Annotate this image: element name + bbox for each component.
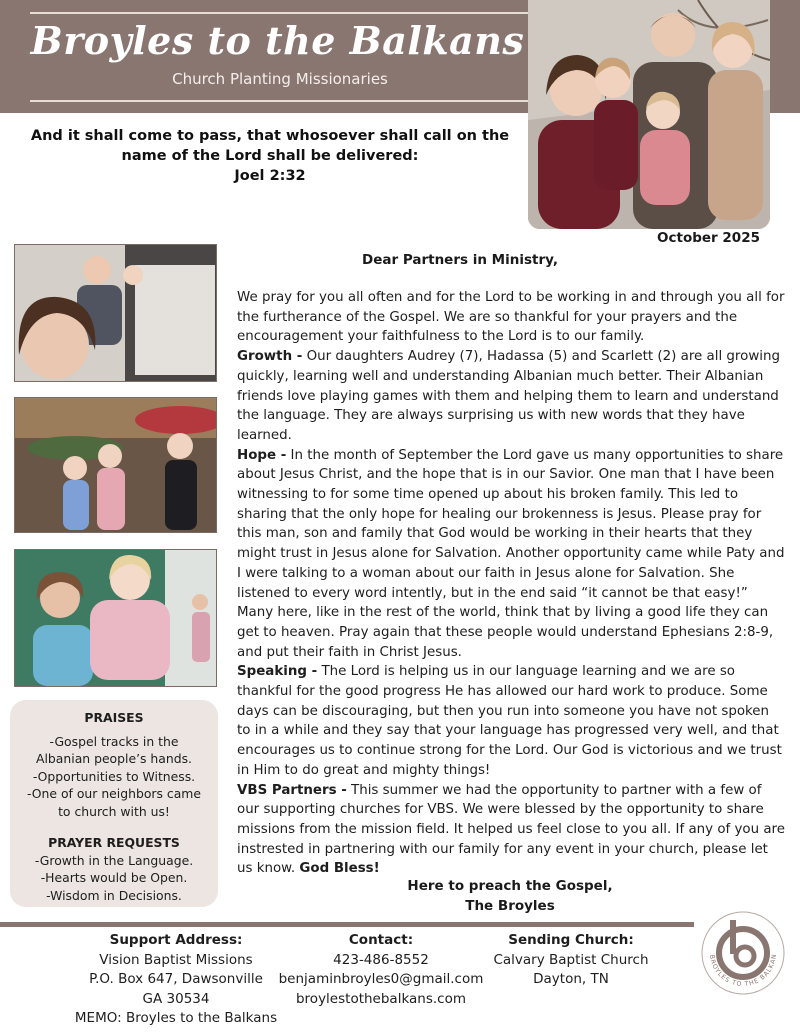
page-subtitle: Church Planting Missionaries <box>172 70 388 88</box>
page-title: Broyles to the Balkans <box>30 18 525 63</box>
support-line: GA 30534 <box>142 990 210 1007</box>
vbs-paragraph <box>237 781 785 880</box>
mother-daughter-photo <box>14 549 217 687</box>
support-address <box>70 931 282 1029</box>
sending-heading: Sending Church: <box>508 932 634 948</box>
growth-paragraph <box>237 347 785 446</box>
section-heading: VBS Partners - <box>237 782 347 798</box>
letter-date: October 2025 <box>657 230 760 246</box>
letter-body <box>237 288 785 879</box>
support-line: Vision Baptist Missions <box>99 951 253 968</box>
praise-item: -Gospel tracks in the Albanian people’s hands. <box>36 733 192 766</box>
letter-greeting: Dear Partners in Ministry, <box>361 252 558 268</box>
contact-website[interactable]: broylestothebalkans.com <box>295 990 467 1007</box>
section-heading: Speaking - <box>237 664 318 680</box>
support-line: MEMO: Broyles to the Balkans <box>74 1010 278 1026</box>
office-photo-illustration <box>15 245 216 381</box>
section-text: In the month of September the Lord gave us many opportunities to share about Jesus Christ, and the hope that is in our Savior. One man that I have been witnessing to for some time opened up about his broken family. This led to sharing that the only hope for healing our brokenness is Jesus. Please pray for this man, son and family that God would be working in their hearts that they might trust in Jesus alone for Salvation. Another opportunity came while Paty and I were talking to a woman about our faith in Jesus alone for Salvation. She listened to every word intently, but in the end said “it cannot be that easy!” Many here, like in the rest of the world, think that by living a good life they can get to heaven. Pray again that these people would understand Ephesians 2:8-9, and put their faith in Christ Jesus. <box>237 447 785 660</box>
praises-heading: PRAISES <box>84 710 144 725</box>
hope-paragraph <box>237 446 785 663</box>
contact-email[interactable]: benjaminbroyles0@gmail.com <box>278 971 484 987</box>
praise-item: -Opportunities to Witness. <box>32 768 196 784</box>
family-photo-illustration <box>528 0 770 229</box>
sending-line: Dayton, TN <box>533 971 609 987</box>
praises-prayer-panel <box>10 700 218 907</box>
scripture-verse <box>30 126 510 186</box>
section-text: Our daughters Audrey (7), Hadassa (5) and Scarlett (2) are all growing quickly, learning well and understanding Albanian much better. Their Albanian friends love playing games with them and helping them to learn and understand the language. They are always surprising us with new words that they have learned. <box>237 349 780 443</box>
verse-line-2: name of the Lord shall be delivered: <box>121 148 419 164</box>
logo-text: BROYLES TO THE BALKAN <box>707 953 779 989</box>
section-heading: Hope - <box>237 447 287 463</box>
broyles-logo <box>700 910 786 996</box>
support-heading: Support Address: <box>109 932 243 948</box>
section-heading: Growth - <box>237 349 303 365</box>
closing-signature: The Broyles <box>465 898 555 914</box>
office-photo <box>14 244 217 382</box>
family-photo <box>528 0 770 229</box>
praises-section <box>10 709 218 820</box>
prayer-heading: PRAYER REQUESTS <box>48 835 180 850</box>
support-line: P.O. Box 647, Dawsonville <box>89 971 263 987</box>
closing-line-1: Here to preach the Gospel, <box>407 878 613 894</box>
praise-item: -One of our neighbors came to church with us! <box>26 786 201 819</box>
section-text: The Lord is helping us in our language learning and we are so thankful for the good progress He has allowed our hard work to produce. Some days can be discouraging, but then you run into someone you have not spoken to in a while and they say that your language has progressed very well, and that encourages us to continue strong for the Lord. Our God is victorious and we trust in Him to do great and mighty things! <box>237 664 782 778</box>
girls-sombrero-photo <box>14 397 217 533</box>
verse-reference: Joel 2:32 <box>234 168 306 184</box>
prayer-item: -Wisdom in Decisions. <box>46 887 182 903</box>
prayer-item: -Hearts would be Open. <box>40 870 188 885</box>
sending-line: Calvary Baptist Church <box>493 951 649 968</box>
section-text: This summer we had the opportunity to partner with a few of our supporting churches for VBS. We were blessed by the opportunity to share missions from the mission field. It helped us feel close to you all. If any of you are instrested in partnering with our family for any event in your church, please let us know. <box>237 782 786 877</box>
footer-divider <box>0 922 694 927</box>
prayer-item: -Growth in the Language. <box>34 852 194 868</box>
letter-closing <box>380 876 640 916</box>
intro-paragraph: We pray for you all often and for the Lord to be working in and through you all for the furtherance of the Gospel. We are so thankful for your prayers and the encouragement your faithfulness to the Lord is to our family. <box>237 290 785 345</box>
logo-mark-icon <box>700 910 786 996</box>
verse-line-1: And it shall come to pass, that whosoever shall call on the <box>30 128 510 144</box>
speaking-paragraph <box>237 662 785 780</box>
contact-heading: Contact: <box>348 932 414 948</box>
mother-photo-illustration <box>15 550 216 686</box>
sombrero-photo-illustration <box>15 398 216 532</box>
sign-off: God Bless! <box>299 861 380 877</box>
contact-phone: 423-486-8552 <box>333 951 429 968</box>
prayer-section <box>10 834 218 904</box>
sending-church <box>480 931 662 990</box>
contact-info <box>275 931 487 1009</box>
